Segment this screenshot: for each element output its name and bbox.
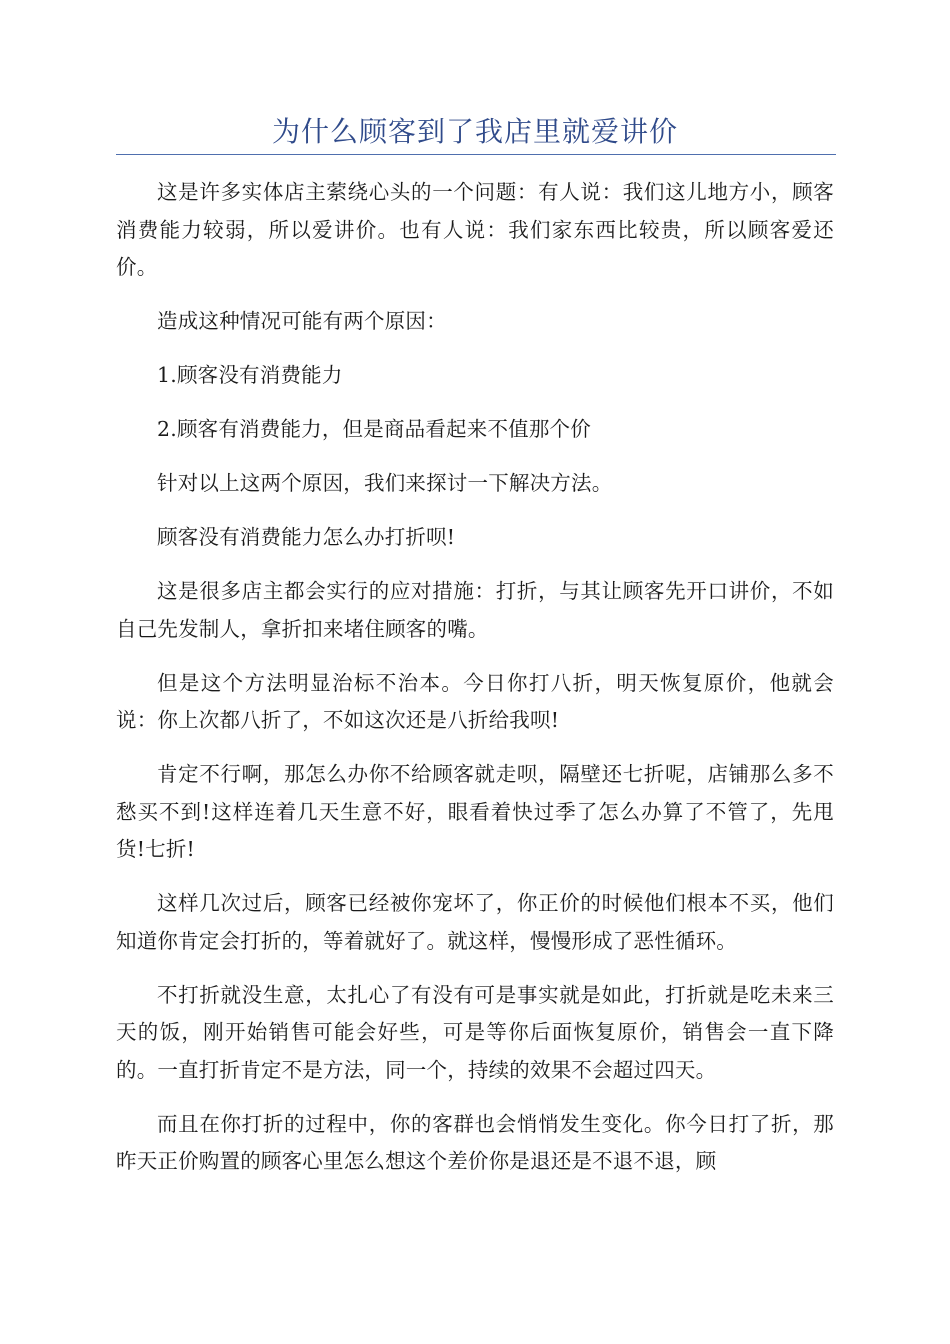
document-body (116, 174, 834, 1197)
paragraph: 但是这个方法明显治标不治本。今日你打八折，明天恢复原价，他就会说：你上次都八折了，不如这次还是八折给我呗! (116, 670, 834, 732)
paragraph: 这样几次过后，顾客已经被你宠坏了，你正价的时候他们根本不买，他们知道你肯定会打折的，等着就好了。就这样，慢慢形成了恶性循环。 (116, 891, 834, 953)
paragraph: 而且在你打折的过程中，你的客群也会悄悄发生变化。你今日打了折，那昨天正价购置的顾客心里怎么想这个差价你是退还是不退不退，顾 (116, 1111, 834, 1173)
paragraph: 造成这种情况可能有两个原因： (157, 309, 447, 333)
document-title: 为什么顾客到了我店里就爱讲价 (271, 115, 678, 148)
list-item: 2.顾客有消费能力，但是商品看起来不值那个价 (157, 417, 591, 441)
paragraph: 针对以上这两个原因，我们来探讨一下解决方法。 (157, 471, 613, 495)
paragraph: 不打折就没生意，太扎心了有没有可是事实就是如此，打折就是吃未来三天的饭，刚开始销售可能会好些，可是等你后面恢复原价，销售会一直下降的。一直打折肯定不是方法，同一个，持续的效果不会超过四天。 (116, 982, 834, 1082)
section-heading: 顾客没有消费能力怎么办打折呗! (157, 525, 456, 549)
list-item: 1.顾客没有消费能力 (157, 363, 343, 387)
paragraph: 这是很多店主都会实行的应对措施：打折，与其让顾客先开口讲价，不如自己先发制人，拿折扣来堵住顾客的嘴。 (116, 579, 834, 641)
paragraph: 肯定不行啊，那怎么办你不给顾客就走呗，隔壁还七折呢，店铺那么多不愁买不到!这样连着几天生意不好，眼看着快过季了怎么办算了不管了，先甩货!七折! (116, 762, 834, 861)
title-underline (116, 154, 836, 155)
paragraph: 这是许多实体店主萦绕心头的一个问题：有人说：我们这儿地方小，顾客消费能力较弱，所以爱讲价。也有人说：我们家东西比较贵，所以顾客爱还价。 (116, 180, 834, 279)
